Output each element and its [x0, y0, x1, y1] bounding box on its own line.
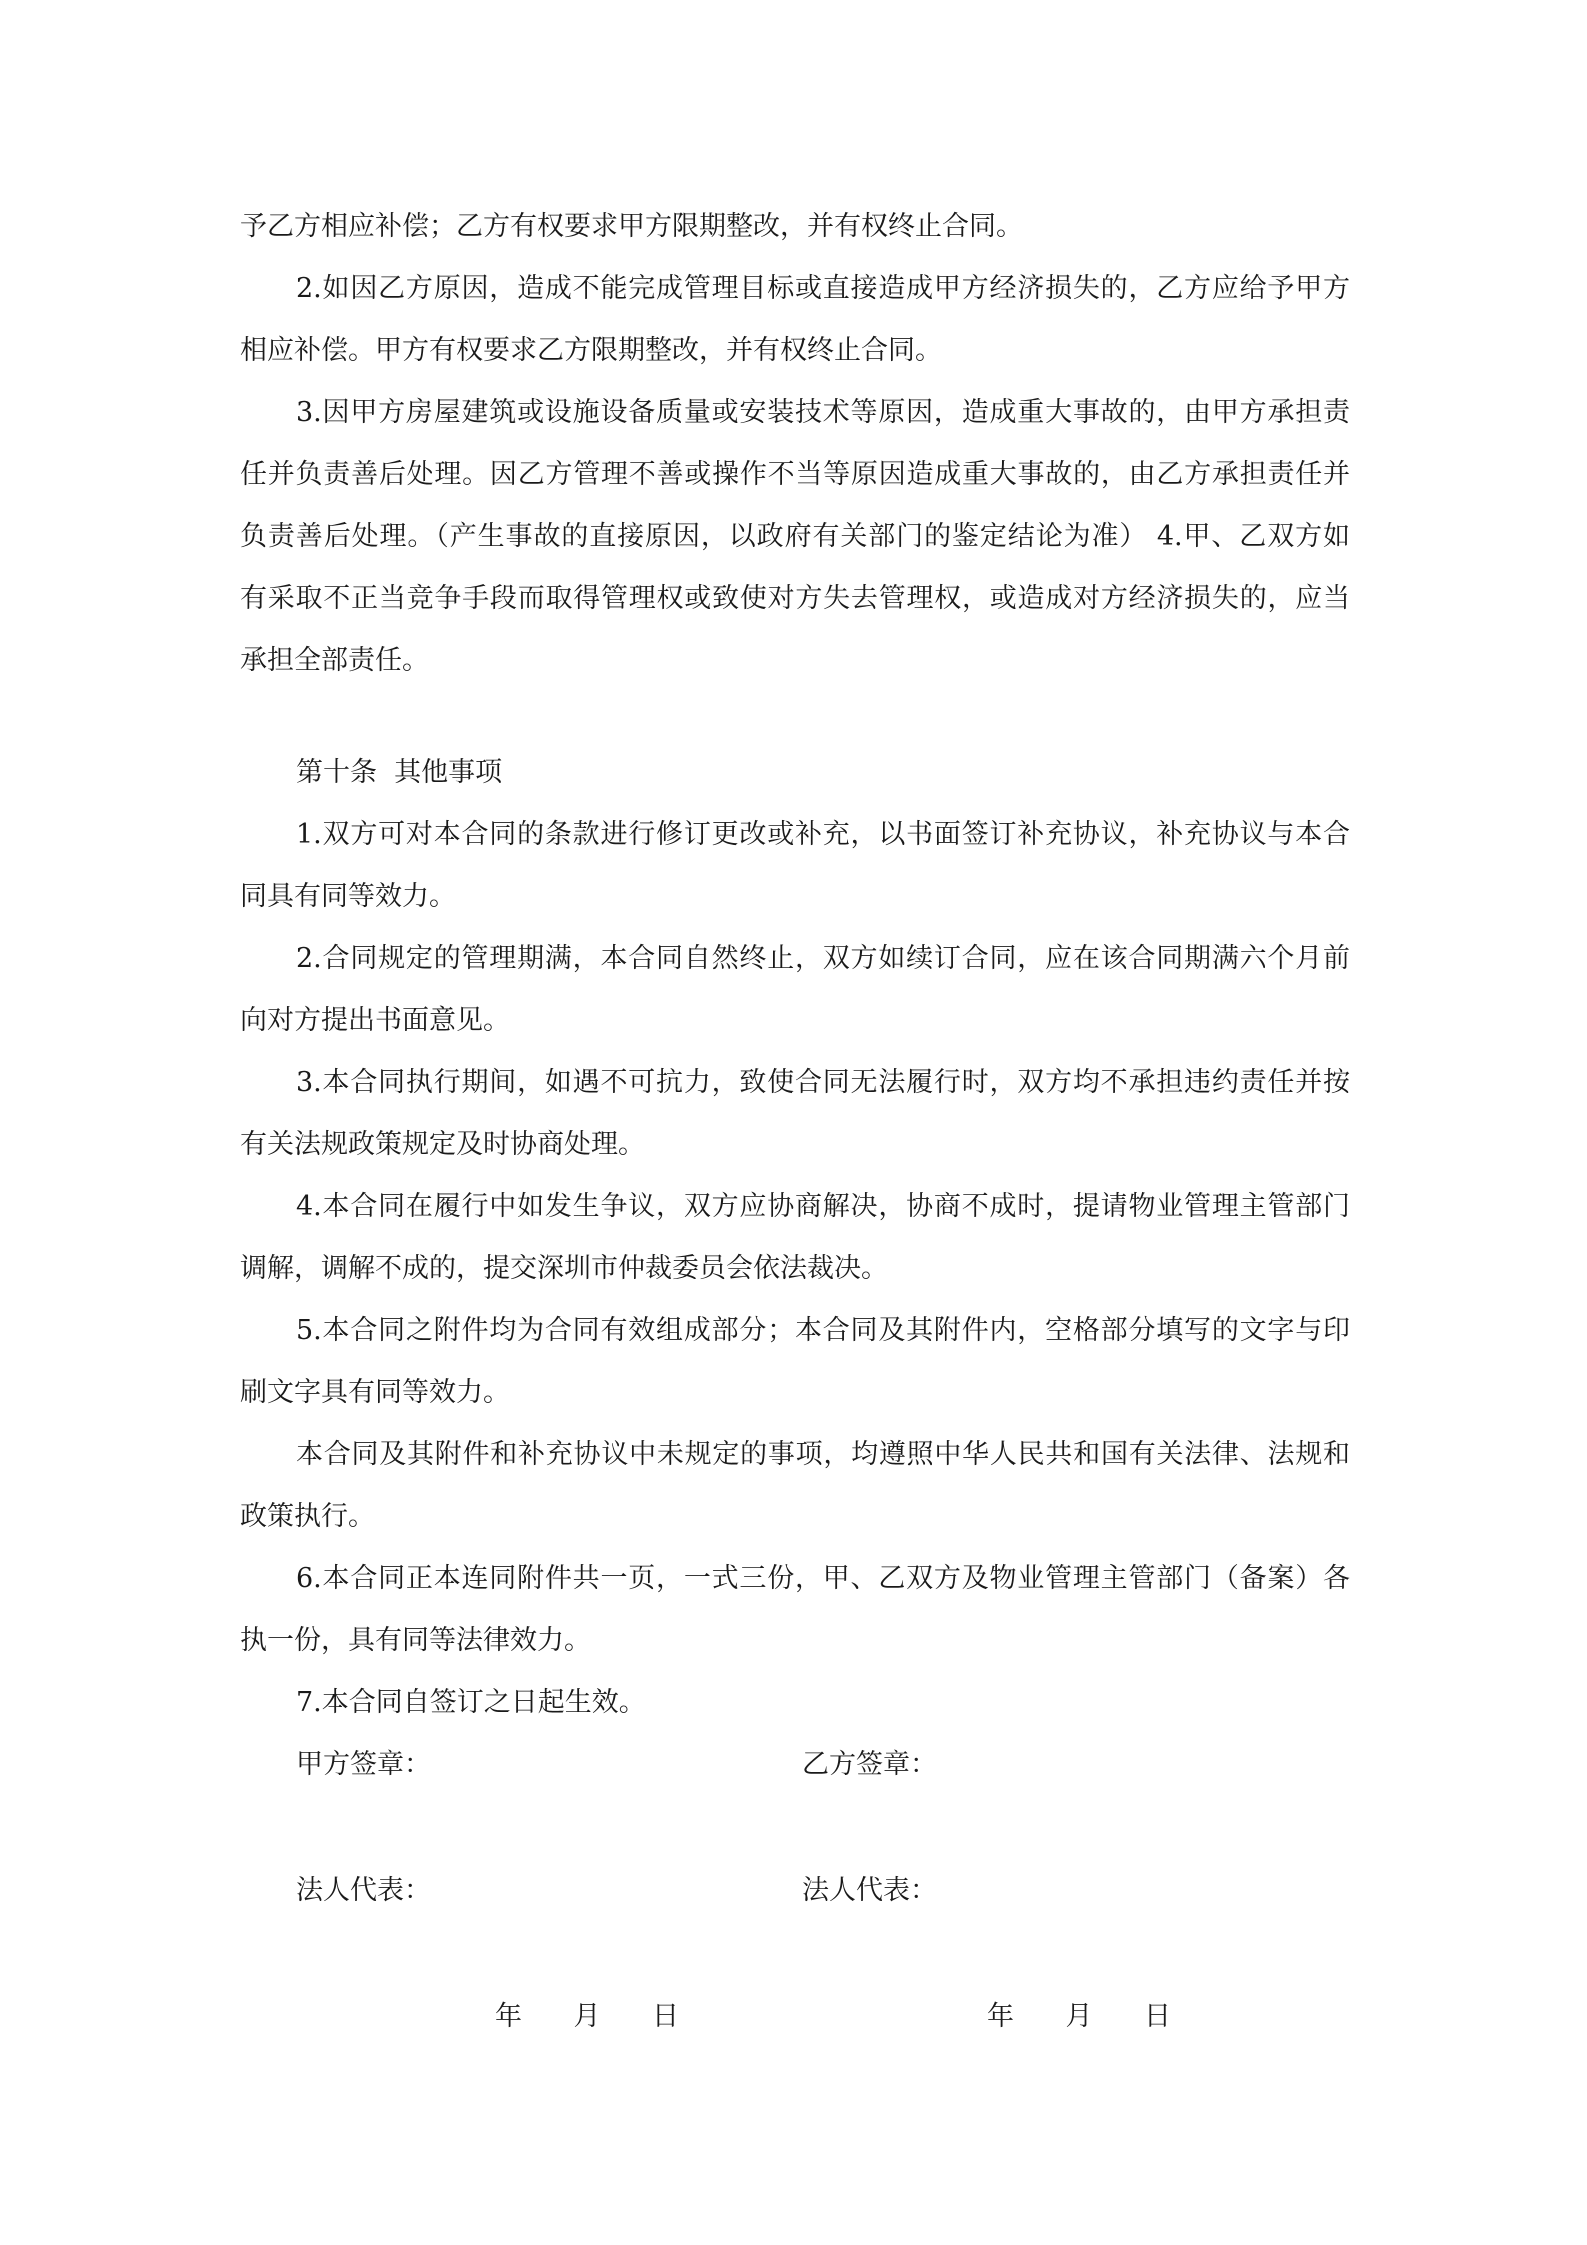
section-gap [240, 692, 1350, 742]
clause-3-line-1: 3.因甲方房屋建筑或设施设备质量或安装技术等原因，造成重大事故的，由甲方承担责 [296, 397, 1350, 428]
legal-rep-row [240, 1860, 1350, 1986]
a10-note-line-2: 政策执行。 [240, 1501, 375, 1532]
a10-note-line-1: 本合同及其附件和补充协议中未规定的事项，均遵照中华人民共和国有关法律、法规和 [296, 1439, 1350, 1470]
clause-4-line-2: 承担全部责任。 [240, 645, 429, 676]
paragraph-line: 予乙方相应补偿；乙方有权要求甲方限期整改，并有权终止合同。 [240, 211, 1023, 242]
clause-2-line-1: 2.如因乙方原因，造成不能完成管理目标或直接造成甲方经济损失的，乙方应给予甲方 [296, 273, 1350, 304]
party-a-seal-label: 甲方签章： [296, 1749, 431, 1780]
a10-clause-6-line-2: 执一份，具有同等法律效力。 [240, 1625, 591, 1656]
a10-clause-5-line-1: 5.本合同之附件均为合同有效组成部分；本合同及其附件内，空格部分填写的文字与印 [296, 1315, 1350, 1346]
contract-page [240, 196, 1350, 2048]
a10-clause-2-line-2: 向对方提出书面意见。 [240, 1005, 510, 1036]
clause-3-line-3: 负责善后处理。（产生事故的直接原因，以政府有关部门的鉴定结论为准） 4.甲、乙双方如 [240, 521, 1350, 552]
party-b-seal-label: 乙方签章： [802, 1749, 937, 1780]
signature-seal-row [240, 1734, 1350, 1860]
a10-clause-4-line-2: 调解，调解不成的，提交深圳市仲裁委员会依法裁决。 [240, 1253, 888, 1284]
party-b-rep-label: 法人代表： [802, 1875, 937, 1906]
clause-2-line-2: 相应补偿。甲方有权要求乙方限期整改，并有权终止合同。 [240, 335, 942, 366]
a10-clause-1-line-2: 同具有同等效力。 [240, 881, 456, 912]
a10-clause-4-line-1: 4.本合同在履行中如发生争议，双方应协商解决，协商不成时，提请物业管理主管部门 [296, 1191, 1350, 1222]
article-10-heading: 第十条 其他事项 [296, 757, 503, 788]
party-b-date: 年 月 日 [987, 2001, 1171, 2032]
a10-clause-3-line-2: 有关法规政策规定及时协商处理。 [240, 1129, 645, 1160]
party-a-rep-label: 法人代表： [296, 1875, 431, 1906]
clause-4-line-1: 有采取不正当竞争手段而取得管理权或致使对方失去管理权，或造成对方经济损失的，应当 [240, 583, 1350, 614]
a10-clause-3-line-1: 3.本合同执行期间，如遇不可抗力，致使合同无法履行时，双方均不承担违约责任并按 [296, 1067, 1350, 1098]
a10-clause-1-line-1: 1.双方可对本合同的条款进行修订更改或补充，以书面签订补充协议，补充协议与本合 [296, 819, 1350, 850]
clause-3-line-2: 任并负责善后处理。因乙方管理不善或操作不当等原因造成重大事故的，由乙方承担责任并 [240, 459, 1350, 490]
a10-clause-5-line-2: 刷文字具有同等效力。 [240, 1377, 510, 1408]
party-a-date: 年 月 日 [495, 2001, 679, 2032]
a10-clause-6-line-1: 6.本合同正本连同附件共一页，一式三份，甲、乙双方及物业管理主管部门（备案）各 [296, 1563, 1350, 1594]
a10-clause-7-line-1: 7.本合同自签订之日起生效。 [296, 1687, 646, 1718]
a10-clause-2-line-1: 2.合同规定的管理期满，本合同自然终止，双方如续订合同，应在该合同期满六个月前 [296, 943, 1350, 974]
date-row [240, 1986, 1350, 2048]
